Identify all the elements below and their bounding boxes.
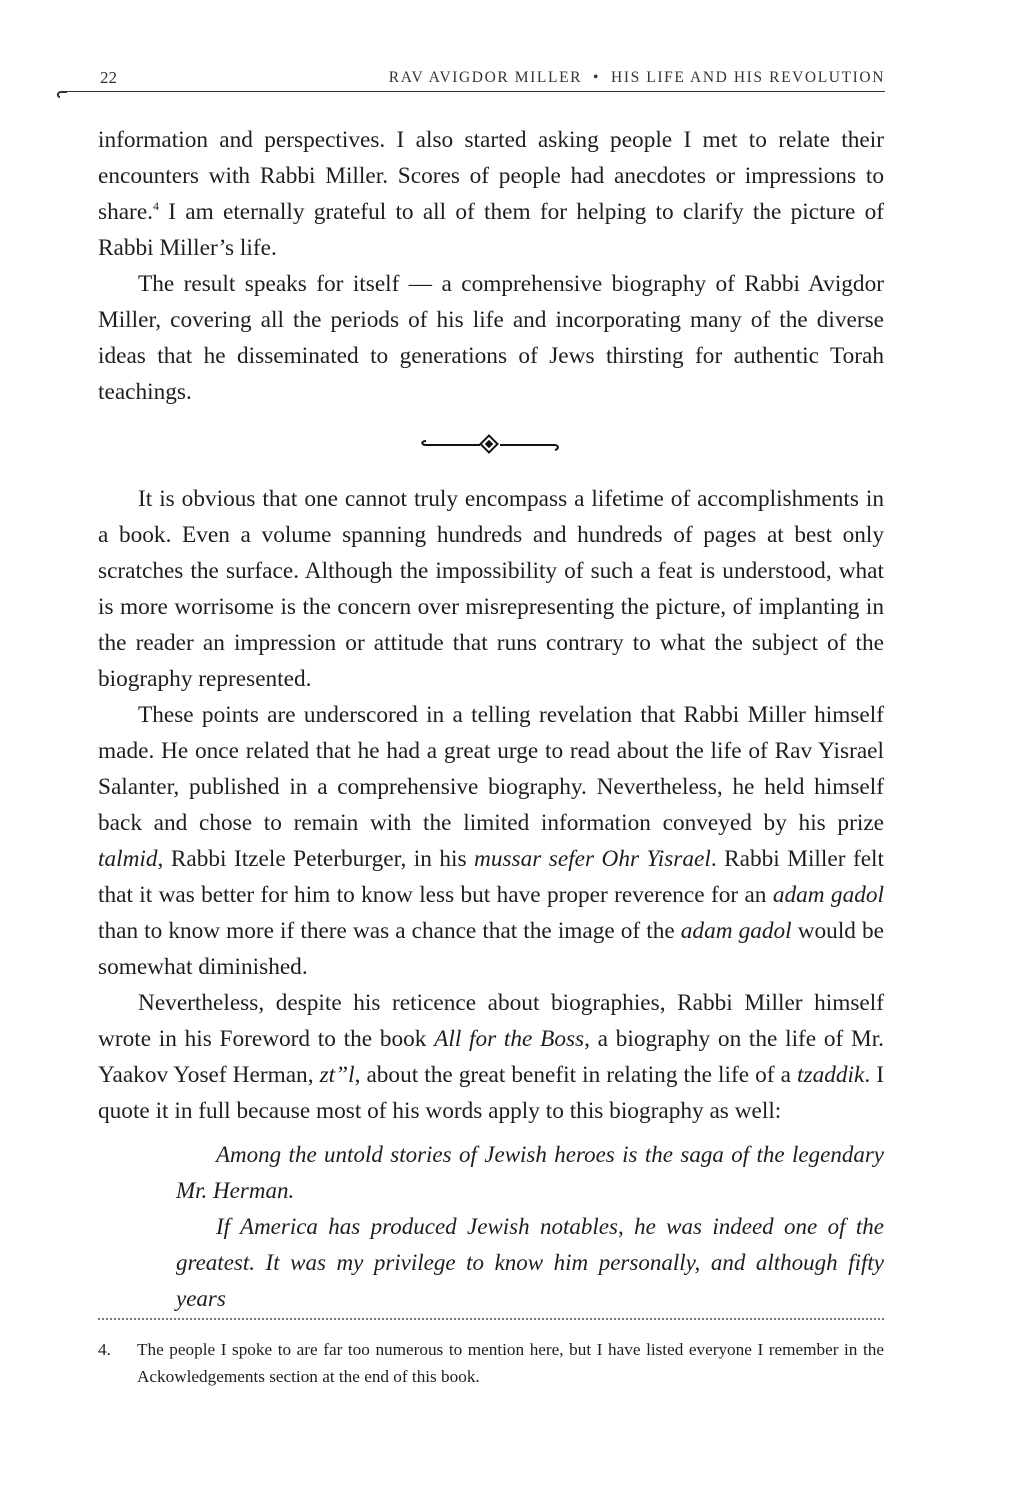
block-quote bbox=[176, 1137, 884, 1317]
section-2 bbox=[98, 481, 884, 1129]
footnote-ref[interactable]: 4 bbox=[152, 199, 159, 213]
paragraph: The result speaks for itself — a comprehensive biography of Rabbi Avigdor Miller, covering all the periods of his life and incorporating many of the diverse ideas that he disseminated to generations of Jews thirsting for authentic Torah teachings. bbox=[98, 271, 884, 405]
paragraph: information and perspectives. I also started asking people I met to relate their encounters with Rabbi Miller. Scores of people had anecdotes or impressions to share.$^4$ I am eternally grateful to all of them for helping to clarify the picture of Rabbi Miller’s life. bbox=[98, 127, 884, 261]
paragraph: It is obvious that one cannot truly encompass a lifetime of accomplishments in a book. Even a volume spanning hundreds and hundreds of pages at best only scratches the surface. Although the impossibility of such a feat is understood, what is more worrisome is the concern over misrepresenting the picture, of implanting in the reader an impression or attitude that runs contrary to what the subject of the biography represented. bbox=[98, 486, 884, 692]
header-rule bbox=[63, 91, 885, 92]
section-1 bbox=[98, 122, 884, 410]
page-number: 22 bbox=[100, 68, 117, 87]
running-title: RAV AVIGDOR MILLER • HIS LIFE AND HIS REVOLUTION bbox=[388, 69, 885, 86]
footnote bbox=[98, 1336, 884, 1390]
quote-paragraph: Among the untold stories of Jewish heroes is the saga of the legendary Mr. Herman. bbox=[176, 1142, 884, 1203]
section-break-ornament-icon bbox=[418, 432, 563, 454]
footnote-number: 4. bbox=[98, 1340, 111, 1359]
running-head bbox=[55, 66, 885, 94]
footnote-separator bbox=[98, 1318, 884, 1320]
footnote-text: The people I spoke to are far too numerous to mention here, but I have listed everyone I remember in the Ackowledgements section at the end of this book. bbox=[137, 1340, 884, 1386]
quote-paragraph: If America has produced Jewish notables, he was indeed one of the greatest. It was my privilege to know him personally, and although fifty years bbox=[176, 1214, 884, 1311]
paragraph: Nevertheless, despite his reticence about biographies, Rabbi Miller himself wrote in his Foreword to the book All for the Boss, a biography on the life of Mr. Yaakov Yosef Herman, zt”l, about the great benefit in relating the life of a tzaddik. I quote it in full because most of his words apply to this biography as well: bbox=[98, 990, 885, 1124]
paragraph: These points are underscored in a telling revelation that Rabbi Miller himself made. He once related that he had a great urge to read about the life of Rav Yisrael Salanter, published in a comprehensive biography. Nevertheless, he held himself back and chose to remain with the limited information conveyed by his prize talmid, Rabbi Itzele Peterburger, in his mussar sefer Ohr Yisrael. Rabbi Miller felt that it was better for him to know less but have proper reverence for an adam gadol than to know more if there was a chance that the image of the adam gadol would be somewhat diminished. bbox=[98, 702, 884, 980]
